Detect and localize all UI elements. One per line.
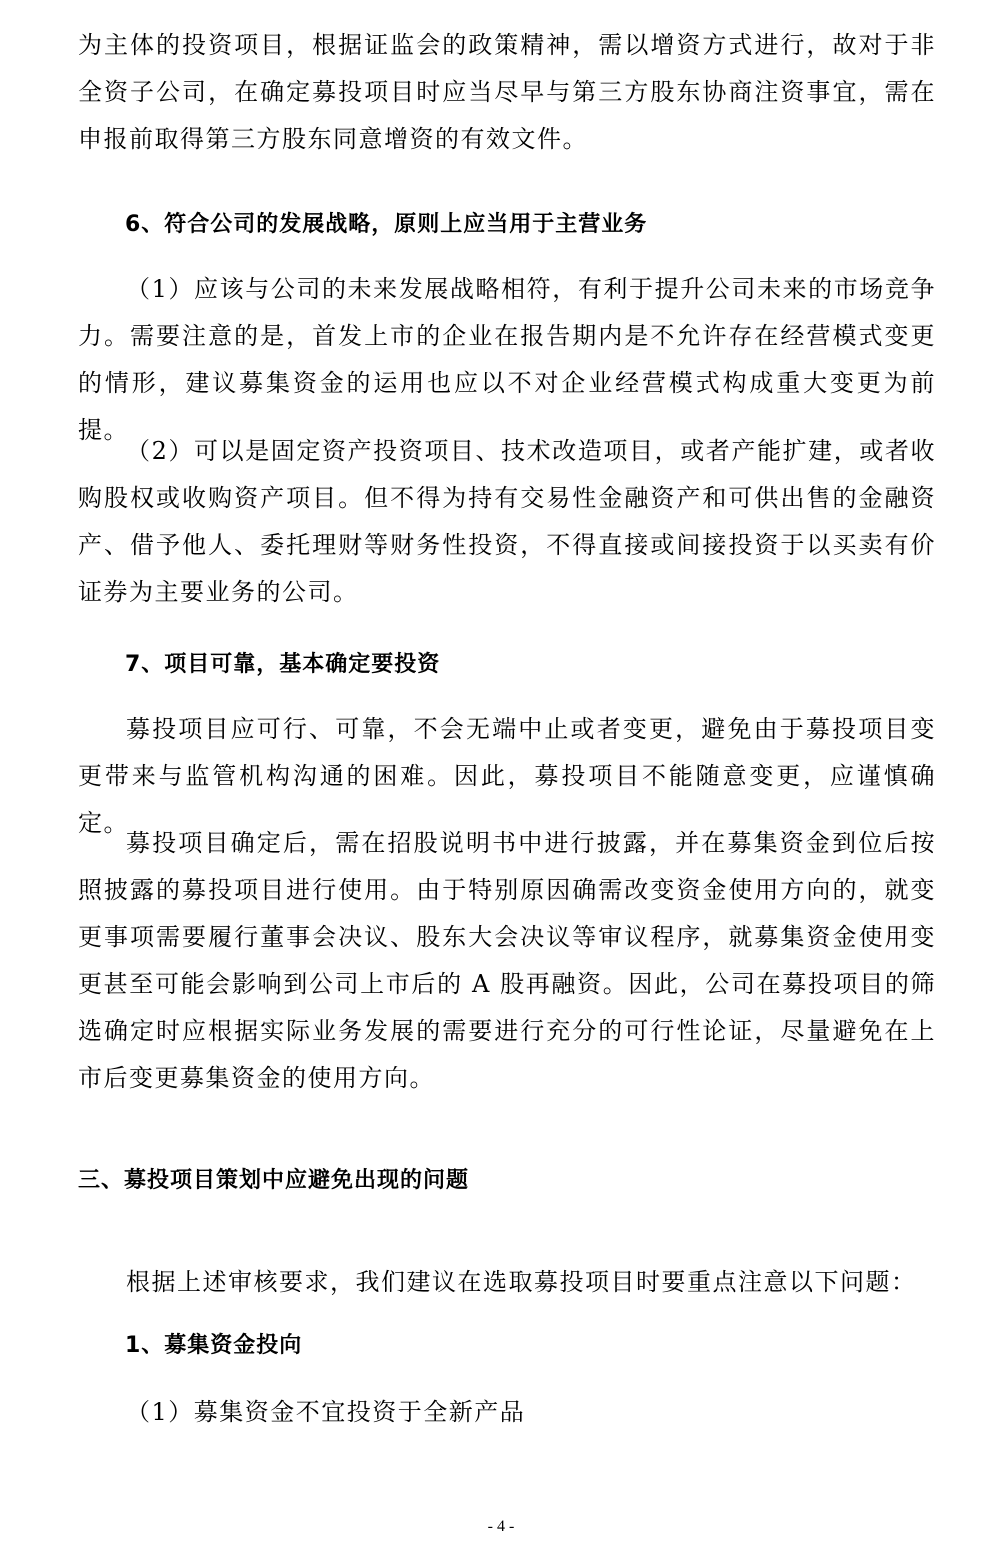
- heading-6: 6、符合公司的发展战略，原则上应当用于主营业务: [125, 212, 648, 237]
- page-number: - 4 -: [487, 1518, 515, 1535]
- paragraph-7-1: 募投项目应可行、可靠，不会无端中止或者变更，避免由于募投项目变更带来与监管机构沟通的困难。因此，募投项目不能随意变更，应谨慎确定。: [78, 715, 936, 837]
- section-heading-3: 三、募投项目策划中应避免出现的问题: [78, 1168, 470, 1193]
- paragraph-6-2: （2）可以是固定资产投资项目、技术改造项目，或者产能扩建，或者收购股权或收购资产项目。但不得为持有交易性金融资产和可供出售的金融资产、借予他人、委托理财等财务性投资，不得直接或间接投资于以买卖有价证券为主要业务的公司。: [78, 437, 936, 606]
- paragraph-6-1: （1）应该与公司的未来发展战略相符，有利于提升公司未来的市场竞争力。需要注意的是，首发上市的企业在报告期内是不允许存在经营模式变更的情形，建议募集资金的运用也应以不对企业经营模式构成重大变更为前提。: [78, 275, 936, 444]
- paragraph-7-2: 募投项目确定后，需在招股说明书中进行披露，并在募集资金到位后按照披露的募投项目进行使用。由于特别原因确需改变资金使用方向的，就变更事项需要履行董事会决议、股东大会决议等审议程序，就募集资金使用变更甚至可能会影响到公司上市后的 A 股再融资。因此，公司在募投项目的筛选确定时应根据实际业务发展的需要进行充分的可行性论证，尽量避免在上市后变更募集资金的使用方向。: [78, 829, 936, 1092]
- paragraph-3-1-1: （1）募集资金不宜投资于全新产品: [126, 1398, 526, 1426]
- heading-3-1: 1、募集资金投向: [125, 1333, 303, 1358]
- paragraph-continuation: 为主体的投资项目，根据证监会的政策精神，需以增资方式进行，故对于非全资子公司，在确定募投项目时应当尽早与第三方股东协商注资事宜，需在申报前取得第三方股东同意增资的有效文件。: [78, 31, 936, 153]
- heading-7: 7、项目可靠，基本确定要投资: [125, 652, 441, 677]
- paragraph-3-intro: 根据上述审核要求，我们建议在选取募投项目时要重点注意以下问题：: [126, 1268, 917, 1296]
